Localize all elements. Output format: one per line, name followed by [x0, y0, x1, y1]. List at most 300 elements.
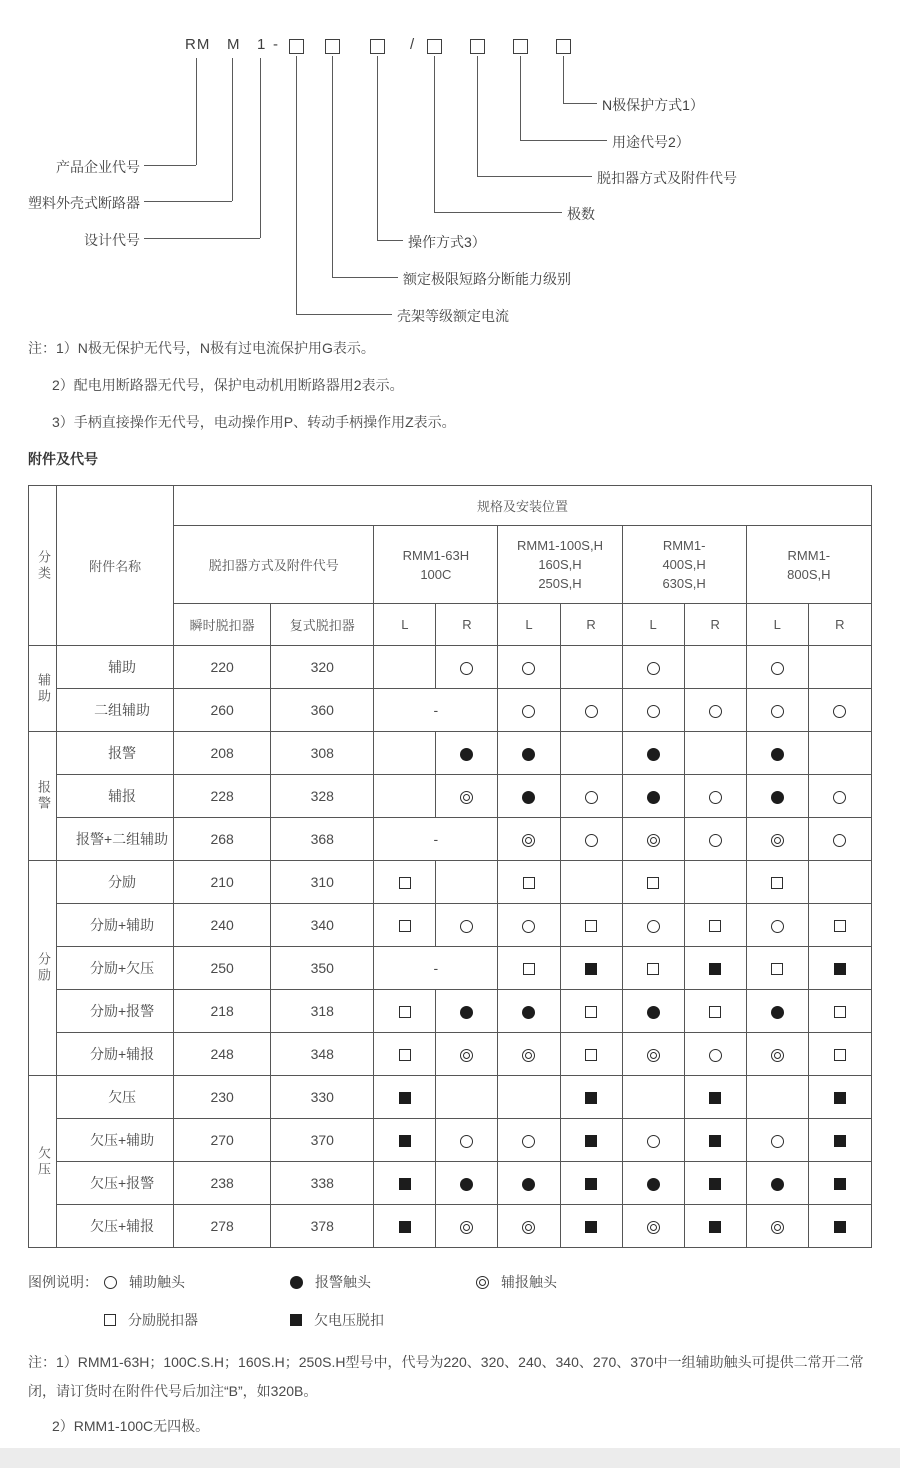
- label-enterprise-code: 产品企业代号: [56, 159, 140, 175]
- position-cell: [808, 861, 871, 904]
- square-symbol: [647, 877, 659, 889]
- double-circle-symbol: [460, 1049, 473, 1062]
- connector-line: [563, 56, 564, 103]
- filled-circle-symbol: [771, 1006, 784, 1019]
- label-release-accessory-code: 脱扣器方式及附件代号: [597, 170, 737, 186]
- double-circle-symbol: [522, 1221, 535, 1234]
- position-cell: [374, 732, 436, 775]
- label-operation-mode: 操作方式3）: [408, 234, 486, 250]
- accessory-name-cell: 欠压+辅报: [57, 1205, 174, 1248]
- table-row: [29, 1076, 872, 1119]
- connector-line: [332, 56, 333, 277]
- connector-line: [296, 314, 392, 315]
- position-cell: [374, 1205, 436, 1248]
- compound-code-cell: 340: [271, 904, 374, 947]
- position-cell: [560, 1205, 622, 1248]
- position-cell: [746, 1076, 808, 1119]
- table-row: [29, 990, 872, 1033]
- header-model-100s: RMM1-100S,H 160S,H 250S,H: [498, 526, 622, 604]
- filled-square-symbol: [709, 963, 721, 975]
- instant-code-cell: 218: [174, 990, 271, 1033]
- position-cell: [436, 1119, 498, 1162]
- position-cell: [560, 1162, 622, 1205]
- position-cell: [498, 1205, 560, 1248]
- connector-line: [232, 58, 233, 201]
- label-breaking-capacity: 额定极限短路分断能力级别: [403, 271, 571, 287]
- model-digit-box: [427, 39, 442, 54]
- double-circle-symbol: [647, 1221, 660, 1234]
- header-compound-release: 复式脱扣器: [271, 604, 374, 646]
- position-cell: -: [374, 947, 498, 990]
- circle-symbol: [460, 1135, 473, 1148]
- header-model-400s: RMM1- 400S,H 630S,H: [622, 526, 746, 604]
- position-cell: [560, 775, 622, 818]
- table-row: [29, 904, 872, 947]
- table-row: [29, 1205, 872, 1248]
- connector-line: [332, 277, 398, 278]
- connector-line: [260, 58, 261, 238]
- position-cell: -: [374, 818, 498, 861]
- position-cell: [684, 775, 746, 818]
- instant-code-cell: 208: [174, 732, 271, 775]
- compound-code-cell: 308: [271, 732, 374, 775]
- instant-code-cell: 278: [174, 1205, 271, 1248]
- position-cell: [808, 818, 871, 861]
- circle-symbol: [460, 662, 473, 675]
- position-cell: [622, 1076, 684, 1119]
- position-cell: [498, 646, 560, 689]
- filled-square-symbol: [834, 1221, 846, 1233]
- filled-circle-symbol: [522, 748, 535, 761]
- connector-line: [377, 56, 378, 240]
- position-cell: [436, 732, 498, 775]
- table-row: [29, 1119, 872, 1162]
- circle-symbol: [833, 705, 846, 718]
- square-symbol: [585, 920, 597, 932]
- position-cell: [746, 904, 808, 947]
- position-cell: [622, 818, 684, 861]
- label-mccb: 塑料外壳式断路器: [28, 195, 140, 211]
- designation-notes: [0, 330, 900, 432]
- table-row: [29, 775, 872, 818]
- instant-code-cell: 248: [174, 1033, 271, 1076]
- position-cell: [746, 1205, 808, 1248]
- compound-code-cell: 370: [271, 1119, 374, 1162]
- position-cell: [560, 818, 622, 861]
- filled-square-symbol: [834, 963, 846, 975]
- double-circle-symbol: [522, 1049, 535, 1062]
- table-row: [29, 732, 872, 775]
- filled-circle-symbol: [647, 1006, 660, 1019]
- compound-code-cell: 318: [271, 990, 374, 1033]
- table-row: [29, 861, 872, 904]
- position-cell: [498, 775, 560, 818]
- position-cell: [808, 775, 871, 818]
- position-cell: [808, 689, 871, 732]
- circle-symbol: [647, 920, 660, 933]
- position-cell: [746, 1033, 808, 1076]
- filled-circle-symbol: [522, 1006, 535, 1019]
- filled-square-symbol: [834, 1092, 846, 1104]
- position-cell: [436, 1205, 498, 1248]
- legend-label: 辅报触头: [501, 1274, 557, 1290]
- footer-bar: [0, 1448, 900, 1468]
- position-cell: [374, 775, 436, 818]
- table-notes: [28, 1348, 884, 1441]
- table-row: [29, 689, 872, 732]
- circle-symbol: [647, 705, 660, 718]
- double-circle-symbol: [460, 791, 473, 804]
- filled-square-symbol: [585, 1135, 597, 1147]
- legend-item: [290, 1310, 476, 1330]
- circle-symbol: [771, 662, 784, 675]
- position-cell: [498, 1033, 560, 1076]
- square-symbol: [523, 877, 535, 889]
- position-cell: [560, 861, 622, 904]
- position-cell: [498, 689, 560, 732]
- accessory-name-cell: 分励+报警: [57, 990, 174, 1033]
- compound-code-cell: 348: [271, 1033, 374, 1076]
- instant-code-cell: 220: [174, 646, 271, 689]
- label-usage-code: 用途代号2）: [612, 134, 690, 150]
- filled-circle-symbol: [460, 1006, 473, 1019]
- square-symbol: [104, 1314, 116, 1326]
- position-cell: [746, 1162, 808, 1205]
- double-circle-symbol: [647, 1049, 660, 1062]
- legend-line: [28, 1272, 900, 1292]
- legend-label: 报警触头: [315, 1274, 371, 1290]
- model-digit-box: [556, 39, 571, 54]
- connector-line: [196, 58, 197, 165]
- model-designation-diagram: [0, 0, 900, 330]
- filled-circle-symbol: [290, 1276, 303, 1289]
- category-cell: 报警: [29, 732, 57, 861]
- position-cell: [374, 1119, 436, 1162]
- square-symbol: [834, 920, 846, 932]
- instant-code-cell: 240: [174, 904, 271, 947]
- position-cell: [622, 990, 684, 1033]
- position-cell: [684, 947, 746, 990]
- header-model-63h: RMM1-63H 100C: [374, 526, 498, 604]
- accessory-name-cell: 欠压+辅助: [57, 1119, 174, 1162]
- position-cell: [374, 1162, 436, 1205]
- legend-title: 图例说明：: [28, 1274, 98, 1290]
- position-cell: [684, 1033, 746, 1076]
- position-cell: [684, 1205, 746, 1248]
- double-circle-symbol: [460, 1221, 473, 1234]
- model-prefix-1: 1: [257, 36, 267, 53]
- legend: [28, 1272, 900, 1330]
- compound-code-cell: 310: [271, 861, 374, 904]
- position-cell: [684, 1119, 746, 1162]
- connector-line: [520, 56, 521, 140]
- circle-symbol: [709, 791, 722, 804]
- position-cell: [746, 990, 808, 1033]
- position-cell: [746, 775, 808, 818]
- compound-code-cell: 338: [271, 1162, 374, 1205]
- position-cell: [498, 818, 560, 861]
- note-line: 注：1）RMM1-63H；100C.S.H；160S.H；250S.H型号中，代号为220、320、240、340、270、370中一组辅助触头可提供二常开二常闭，请订货时在附件代号后加注“B”，如320B。: [28, 1354, 864, 1399]
- compound-code-cell: 330: [271, 1076, 374, 1119]
- header-position-R: R: [808, 604, 871, 646]
- accessory-name-cell: 分励+辅报: [57, 1033, 174, 1076]
- position-cell: [684, 904, 746, 947]
- filled-circle-symbol: [647, 791, 660, 804]
- position-cell: [808, 990, 871, 1033]
- instant-code-cell: 238: [174, 1162, 271, 1205]
- position-cell: [684, 1162, 746, 1205]
- connector-line: [434, 56, 435, 212]
- filled-square-symbol: [585, 1092, 597, 1104]
- connector-line: [477, 56, 478, 176]
- position-cell: [622, 1033, 684, 1076]
- position-cell: [436, 904, 498, 947]
- note-line: 2）RMM1-100C无四极。: [52, 1418, 210, 1434]
- position-cell: [436, 646, 498, 689]
- position-cell: [746, 947, 808, 990]
- table-row: [29, 947, 872, 990]
- double-circle-symbol: [771, 1221, 784, 1234]
- circle-symbol: [460, 920, 473, 933]
- category-cell: 欠压: [29, 1076, 57, 1248]
- position-cell: [560, 1076, 622, 1119]
- position-cell: [746, 1119, 808, 1162]
- instant-code-cell: 230: [174, 1076, 271, 1119]
- square-symbol: [399, 1006, 411, 1018]
- accessory-name-cell: 辅助: [57, 646, 174, 689]
- position-cell: -: [374, 689, 498, 732]
- legend-row: [104, 1272, 662, 1292]
- position-cell: [622, 775, 684, 818]
- position-cell: [498, 861, 560, 904]
- position-cell: [498, 732, 560, 775]
- position-cell: [560, 646, 622, 689]
- circle-symbol: [709, 1049, 722, 1062]
- filled-circle-symbol: [771, 791, 784, 804]
- position-cell: [622, 947, 684, 990]
- circle-symbol: [104, 1276, 117, 1289]
- filled-square-symbol: [585, 1221, 597, 1233]
- filled-circle-symbol: [647, 1178, 660, 1191]
- position-cell: [746, 861, 808, 904]
- accessory-name-cell: 分励+辅助: [57, 904, 174, 947]
- compound-code-cell: 360: [271, 689, 374, 732]
- circle-symbol: [833, 834, 846, 847]
- position-cell: [498, 1162, 560, 1205]
- connector-line: [377, 240, 403, 241]
- position-cell: [560, 990, 622, 1033]
- model-digit-box: [470, 39, 485, 54]
- square-symbol: [647, 963, 659, 975]
- filled-circle-symbol: [460, 748, 473, 761]
- circle-symbol: [709, 834, 722, 847]
- instant-code-cell: 270: [174, 1119, 271, 1162]
- header-model-800s: RMM1- 800S,H: [746, 526, 871, 604]
- position-cell: [560, 689, 622, 732]
- square-symbol: [834, 1006, 846, 1018]
- connector-line: [144, 201, 232, 202]
- compound-code-cell: 378: [271, 1205, 374, 1248]
- position-cell: [684, 990, 746, 1033]
- position-cell: [808, 1033, 871, 1076]
- table-row: [29, 818, 872, 861]
- model-dash: -: [273, 36, 279, 53]
- square-symbol: [709, 1006, 721, 1018]
- position-cell: [498, 947, 560, 990]
- header-instant-release: 瞬时脱扣器: [174, 604, 271, 646]
- filled-square-symbol: [709, 1221, 721, 1233]
- compound-code-cell: 328: [271, 775, 374, 818]
- position-cell: [684, 818, 746, 861]
- filled-square-symbol: [709, 1178, 721, 1190]
- square-symbol: [834, 1049, 846, 1061]
- circle-symbol: [833, 791, 846, 804]
- accessory-table: [28, 485, 872, 1248]
- position-cell: [622, 1162, 684, 1205]
- note-line: 2）配电用断路器无代号，保护电动机用断路器用2表示。: [52, 377, 404, 393]
- circle-symbol: [709, 705, 722, 718]
- label-frame-current: 壳架等级额定电流: [397, 308, 509, 324]
- instant-code-cell: 268: [174, 818, 271, 861]
- position-cell: [436, 861, 498, 904]
- legend-row: [104, 1310, 476, 1330]
- filled-square-symbol: [709, 1135, 721, 1147]
- position-cell: [622, 646, 684, 689]
- position-cell: [808, 646, 871, 689]
- double-circle-symbol: [522, 834, 535, 847]
- compound-code-cell: 320: [271, 646, 374, 689]
- model-slash: /: [410, 36, 416, 53]
- model-digit-box: [289, 39, 304, 54]
- label-n-pole-protection: N极保护方式1）: [602, 97, 704, 113]
- position-cell: [622, 1119, 684, 1162]
- label-design-code: 设计代号: [84, 232, 140, 248]
- double-circle-symbol: [476, 1276, 489, 1289]
- filled-circle-symbol: [647, 748, 660, 761]
- filled-square-symbol: [399, 1135, 411, 1147]
- position-cell: [560, 1033, 622, 1076]
- square-symbol: [399, 1049, 411, 1061]
- square-symbol: [585, 1049, 597, 1061]
- position-cell: [684, 1076, 746, 1119]
- legend-label: 辅助触头: [129, 1274, 185, 1290]
- header-spec-position: 规格及安装位置: [174, 486, 872, 526]
- position-cell: [746, 689, 808, 732]
- position-cell: [374, 1076, 436, 1119]
- filled-circle-symbol: [522, 791, 535, 804]
- table-row: [29, 646, 872, 689]
- circle-symbol: [585, 791, 598, 804]
- accessory-name-cell: 欠压: [57, 1076, 174, 1119]
- position-cell: [560, 732, 622, 775]
- header-release-mode: 脱扣器方式及附件代号: [174, 526, 374, 604]
- square-symbol: [771, 877, 783, 889]
- header-position-R: R: [436, 604, 498, 646]
- filled-circle-symbol: [460, 1178, 473, 1191]
- filled-square-symbol: [399, 1221, 411, 1233]
- header-position-L: L: [622, 604, 684, 646]
- position-cell: [622, 1205, 684, 1248]
- header-position-L: L: [498, 604, 560, 646]
- circle-symbol: [771, 920, 784, 933]
- legend-item: [104, 1310, 290, 1330]
- legend-item: [476, 1272, 662, 1292]
- model-digit-box: [370, 39, 385, 54]
- compound-code-cell: 350: [271, 947, 374, 990]
- position-cell: [746, 818, 808, 861]
- position-cell: [436, 1033, 498, 1076]
- connector-line: [563, 103, 597, 104]
- double-circle-symbol: [647, 834, 660, 847]
- filled-square-symbol: [399, 1092, 411, 1104]
- instant-code-cell: 228: [174, 775, 271, 818]
- header-position-L: L: [746, 604, 808, 646]
- circle-symbol: [585, 705, 598, 718]
- accessory-name-cell: 分励+欠压: [57, 947, 174, 990]
- instant-code-cell: 250: [174, 947, 271, 990]
- position-cell: [808, 1119, 871, 1162]
- compound-code-cell: 368: [271, 818, 374, 861]
- circle-symbol: [522, 1135, 535, 1148]
- label-pole-count: 极数: [567, 206, 595, 222]
- model-prefix-m: M: [227, 36, 241, 53]
- position-cell: [560, 904, 622, 947]
- legend-item: [104, 1272, 290, 1292]
- position-cell: [746, 646, 808, 689]
- header-category-label: 分类: [35, 549, 51, 582]
- square-symbol: [585, 1006, 597, 1018]
- position-cell: [808, 1076, 871, 1119]
- position-cell: [808, 732, 871, 775]
- position-cell: [436, 775, 498, 818]
- model-digit-box: [325, 39, 340, 54]
- table-row: [29, 1033, 872, 1076]
- position-cell: [684, 689, 746, 732]
- position-cell: [498, 904, 560, 947]
- position-cell: [808, 904, 871, 947]
- circle-symbol: [585, 834, 598, 847]
- position-cell: [560, 1119, 622, 1162]
- position-cell: [808, 1162, 871, 1205]
- note-line: 3）手柄直接操作无代号，电动操作用P、转动手柄操作用Z表示。: [52, 414, 456, 430]
- position-cell: [374, 861, 436, 904]
- accessory-name-cell: 二组辅助: [57, 689, 174, 732]
- header-category: [29, 486, 57, 646]
- filled-circle-symbol: [771, 748, 784, 761]
- connector-line: [296, 56, 297, 314]
- instant-code-cell: 210: [174, 861, 271, 904]
- filled-square-symbol: [709, 1092, 721, 1104]
- position-cell: [622, 732, 684, 775]
- connector-line: [520, 140, 607, 141]
- header-position-R: R: [684, 604, 746, 646]
- category-cell: 辅助: [29, 646, 57, 732]
- connector-line: [434, 212, 562, 213]
- position-cell: [498, 1076, 560, 1119]
- position-cell: [746, 732, 808, 775]
- position-cell: [684, 861, 746, 904]
- position-cell: [374, 646, 436, 689]
- table-row: [29, 1162, 872, 1205]
- double-circle-symbol: [771, 1049, 784, 1062]
- model-digit-box: [513, 39, 528, 54]
- square-symbol: [709, 920, 721, 932]
- filled-circle-symbol: [522, 1178, 535, 1191]
- connector-line: [144, 238, 260, 239]
- filled-square-symbol: [290, 1314, 302, 1326]
- circle-symbol: [522, 662, 535, 675]
- instant-code-cell: 260: [174, 689, 271, 732]
